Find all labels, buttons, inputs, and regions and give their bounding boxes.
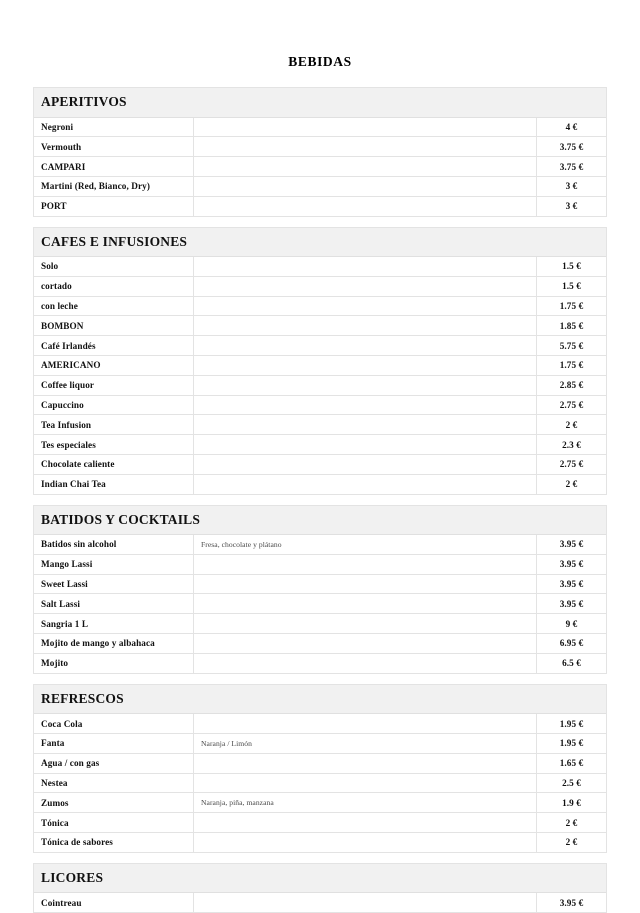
- item-description: [194, 137, 537, 157]
- table-row: [34, 435, 606, 455]
- table-row: [34, 118, 606, 137]
- item-price: 2 €: [537, 813, 607, 833]
- item-price: 9 €: [537, 614, 607, 634]
- table-row: [34, 395, 606, 415]
- table-row: [34, 375, 606, 395]
- item-name: Zumos: [34, 793, 194, 813]
- menu-items-table: [34, 257, 606, 495]
- item-price: 2.75 €: [537, 395, 607, 415]
- section-header: APERITIVOS: [34, 88, 606, 118]
- item-price: 3.95 €: [537, 574, 607, 594]
- item-description: [194, 118, 537, 137]
- table-row: [34, 753, 606, 773]
- item-description: [194, 634, 537, 654]
- item-description: [194, 474, 537, 494]
- item-description: [194, 395, 537, 415]
- item-name: Salt Lassi: [34, 594, 194, 614]
- item-price: 2.85 €: [537, 375, 607, 395]
- item-price: 3.75 €: [537, 157, 607, 177]
- menu-sections: [33, 87, 607, 913]
- item-name: CAMPARI: [34, 157, 194, 177]
- item-name: BOMBON: [34, 316, 194, 336]
- item-price: 1.5 €: [537, 276, 607, 296]
- table-row: [34, 296, 606, 316]
- table-row: [34, 793, 606, 813]
- section-header: CAFES E INFUSIONES: [34, 228, 606, 258]
- menu-items-table: [34, 535, 606, 674]
- item-description: [194, 196, 537, 216]
- item-description: [194, 893, 537, 912]
- item-price: 3.95 €: [537, 554, 607, 574]
- table-row: [34, 893, 606, 912]
- table-row: [34, 733, 606, 753]
- section-header: LICORES: [34, 864, 606, 894]
- item-name: Tes especiales: [34, 435, 194, 455]
- table-row: [34, 415, 606, 435]
- menu-section: [33, 684, 607, 853]
- item-name: Sweet Lassi: [34, 574, 194, 594]
- item-name: cortado: [34, 276, 194, 296]
- section-header: BATIDOS Y COCKTAILS: [34, 506, 606, 536]
- table-row: [34, 474, 606, 494]
- item-price: 3.95 €: [537, 594, 607, 614]
- item-name: Tónica: [34, 813, 194, 833]
- table-row: [34, 137, 606, 157]
- item-description: [194, 653, 537, 673]
- item-description: [194, 375, 537, 395]
- item-name: con leche: [34, 296, 194, 316]
- item-name: Coffee liquor: [34, 375, 194, 395]
- item-name: Cointreau: [34, 893, 194, 912]
- item-price: 6.95 €: [537, 634, 607, 654]
- item-name: Coca Cola: [34, 714, 194, 733]
- table-row: [34, 832, 606, 852]
- table-row: [34, 336, 606, 356]
- item-price: 2.5 €: [537, 773, 607, 793]
- item-description: [194, 594, 537, 614]
- item-description: Naranja, piña, manzana: [194, 793, 537, 813]
- item-price: 1.65 €: [537, 753, 607, 773]
- table-row: [34, 714, 606, 733]
- item-name: Indian Chai Tea: [34, 474, 194, 494]
- table-row: [34, 554, 606, 574]
- item-name: Mojito de mango y albahaca: [34, 634, 194, 654]
- item-description: [194, 157, 537, 177]
- item-name: Vermouth: [34, 137, 194, 157]
- table-row: [34, 196, 606, 216]
- item-price: 3.95 €: [537, 535, 607, 554]
- item-price: 1.85 €: [537, 316, 607, 336]
- item-description: [194, 773, 537, 793]
- item-name: Chocolate caliente: [34, 454, 194, 474]
- item-description: [194, 753, 537, 773]
- item-description: [194, 714, 537, 733]
- item-price: 1.95 €: [537, 733, 607, 753]
- item-description: [194, 316, 537, 336]
- table-row: [34, 813, 606, 833]
- item-name: Tea Infusion: [34, 415, 194, 435]
- item-description: [194, 276, 537, 296]
- table-row: [34, 535, 606, 554]
- menu-items-table: [34, 118, 606, 217]
- menu-section: [33, 505, 607, 674]
- table-row: [34, 614, 606, 634]
- table-row: [34, 454, 606, 474]
- item-price: 3 €: [537, 176, 607, 196]
- item-description: [194, 415, 537, 435]
- table-row: [34, 574, 606, 594]
- item-price: 3 €: [537, 196, 607, 216]
- item-price: 1.75 €: [537, 356, 607, 376]
- item-price: 1.75 €: [537, 296, 607, 316]
- item-description: Naranja / Limón: [194, 733, 537, 753]
- table-row: [34, 157, 606, 177]
- table-row: [34, 773, 606, 793]
- table-row: [34, 276, 606, 296]
- item-description: [194, 454, 537, 474]
- item-name: AMERICANO: [34, 356, 194, 376]
- item-name: Tónica de sabores: [34, 832, 194, 852]
- item-price: 6.5 €: [537, 653, 607, 673]
- item-name: Mojito: [34, 653, 194, 673]
- item-description: Fresa, chocolate y plátano: [194, 535, 537, 554]
- item-name: Mango Lassi: [34, 554, 194, 574]
- item-name: Martini (Red, Bianco, Dry): [34, 176, 194, 196]
- item-description: [194, 296, 537, 316]
- item-name: Nestea: [34, 773, 194, 793]
- item-description: [194, 176, 537, 196]
- menu-items-table: [34, 893, 606, 913]
- item-description: [194, 832, 537, 852]
- item-name: Fanta: [34, 733, 194, 753]
- table-row: [34, 176, 606, 196]
- item-name: PORT: [34, 196, 194, 216]
- item-price: 2 €: [537, 832, 607, 852]
- menu-items-table: [34, 714, 606, 853]
- item-price: 2.75 €: [537, 454, 607, 474]
- item-description: [194, 614, 537, 634]
- table-row: [34, 356, 606, 376]
- item-description: [194, 574, 537, 594]
- table-row: [34, 653, 606, 673]
- item-price: 4 €: [537, 118, 607, 137]
- item-price: 1.95 €: [537, 714, 607, 733]
- item-description: [194, 813, 537, 833]
- item-price: 3.95 €: [537, 893, 607, 912]
- item-price: 2 €: [537, 415, 607, 435]
- item-description: [194, 257, 537, 276]
- item-name: Agua / con gas: [34, 753, 194, 773]
- item-name: Solo: [34, 257, 194, 276]
- item-name: Negroni: [34, 118, 194, 137]
- item-description: [194, 554, 537, 574]
- table-row: [34, 316, 606, 336]
- menu-section: [33, 227, 607, 495]
- item-price: 2 €: [537, 474, 607, 494]
- page-title: BEBIDAS: [288, 54, 352, 69]
- menu-section: [33, 87, 607, 217]
- menu-section: [33, 863, 607, 913]
- item-name: Sangria 1 L: [34, 614, 194, 634]
- item-name: Capuccino: [34, 395, 194, 415]
- item-price: 3.75 €: [537, 137, 607, 157]
- item-description: [194, 336, 537, 356]
- item-price: 5.75 €: [537, 336, 607, 356]
- table-row: [34, 257, 606, 276]
- item-price: 1.9 €: [537, 793, 607, 813]
- item-name: Batidos sin alcohol: [34, 535, 194, 554]
- item-description: [194, 435, 537, 455]
- item-price: 1.5 €: [537, 257, 607, 276]
- item-price: 2.3 €: [537, 435, 607, 455]
- table-row: [34, 634, 606, 654]
- item-name: Café Irlandés: [34, 336, 194, 356]
- section-header: REFRESCOS: [34, 685, 606, 715]
- item-description: [194, 356, 537, 376]
- table-row: [34, 594, 606, 614]
